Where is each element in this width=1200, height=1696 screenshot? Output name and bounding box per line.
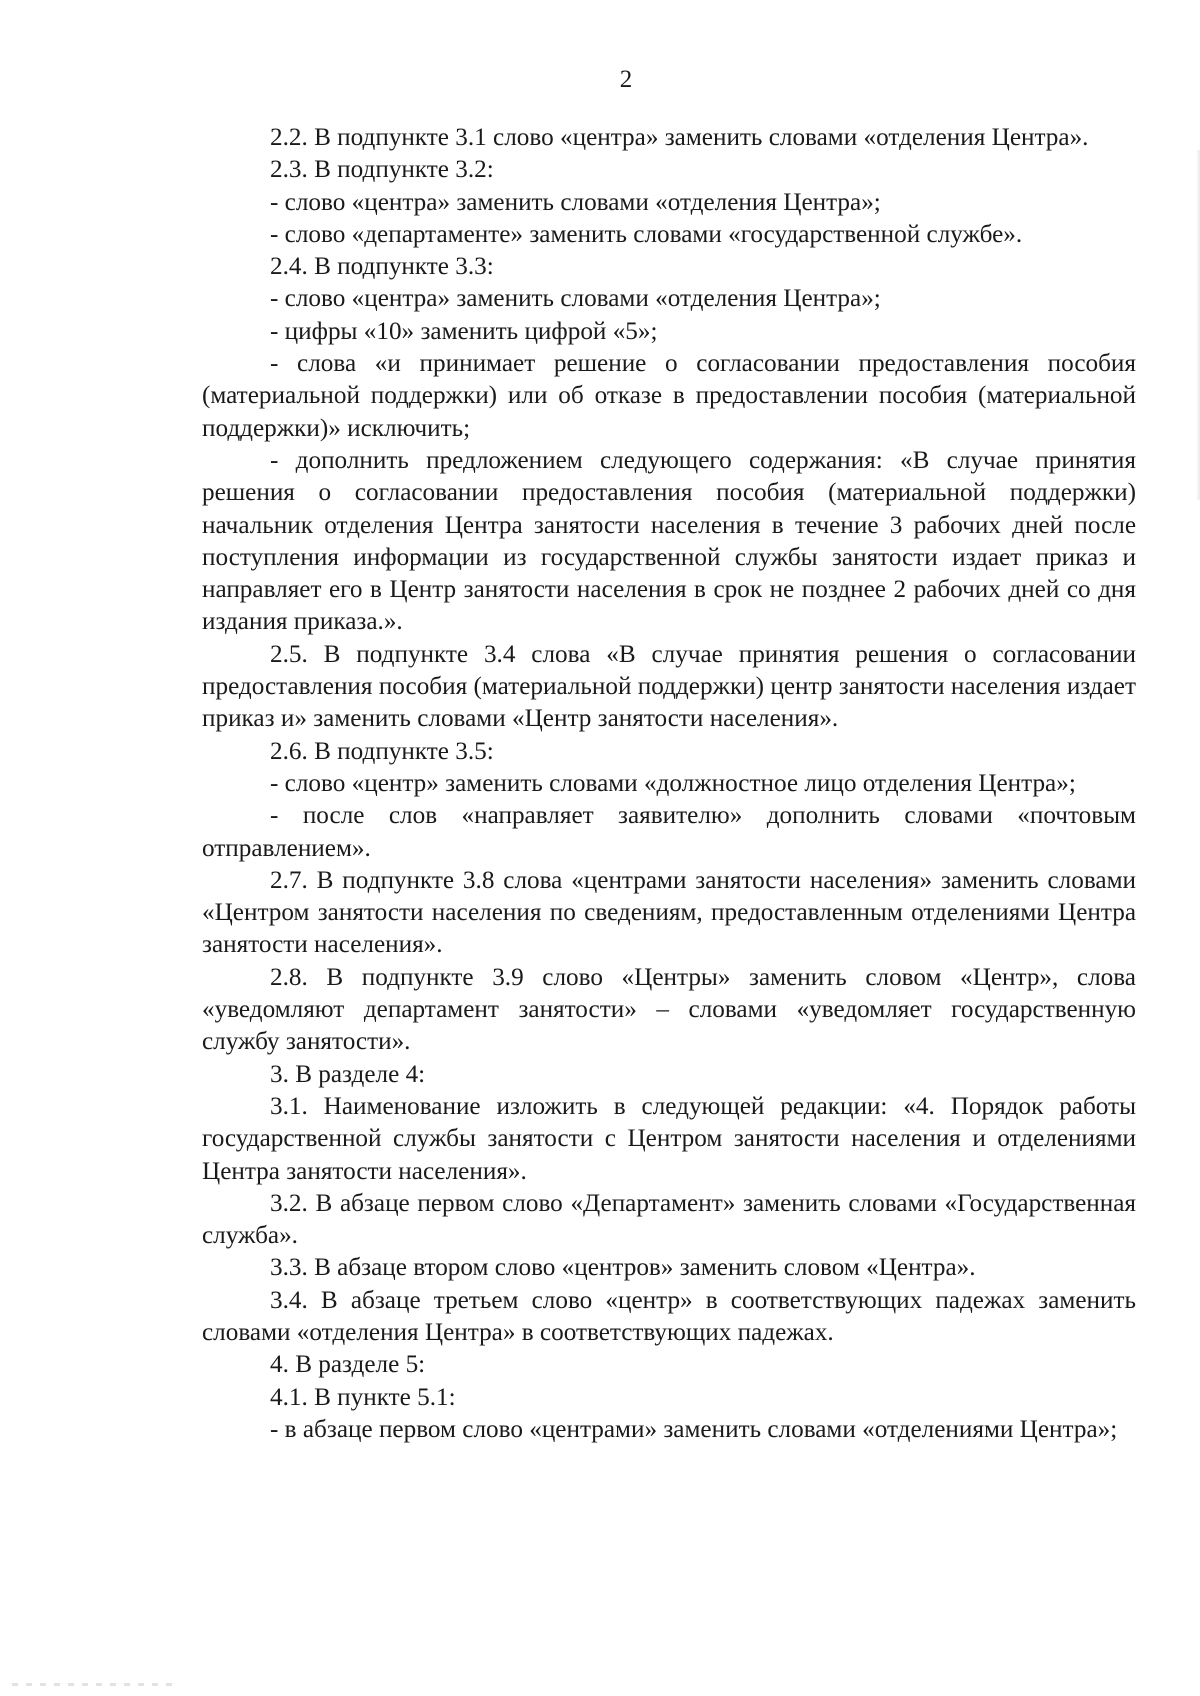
paragraph-3-2: 3.2. В абзаце первом слово «Департамент» заменить словами «Государственная служба». (202, 1189, 1136, 1250)
paragraph-2-6-item-2: - после слов «направляет заявителю» дополнить словами «почтовым отправлением». (202, 802, 1136, 862)
paragraph-2-4-item-2: - цифры «10» заменить цифрой «5»; (270, 317, 658, 345)
paragraph-2-4: 2.4. В подпункте 3.3: (270, 253, 494, 281)
paragraph-4-1: 4.1. В пункте 5.1: (270, 1383, 456, 1411)
paragraph-3-1: 3.1. Наименование изложить в следующей редакции: «4. Порядок работы государственной службы занятости с Центром занятости населения и отделениями Центра занятости населения». (202, 1092, 1136, 1185)
paragraph-2-3-item-1: - слово «центра» заменить словами «отделения Центра»; (270, 188, 881, 216)
paragraph-2-4-item-4: - дополнить предложением следующего содержания: «В случае принятия решения о согласовании предоставления пособия (материальной поддержки) начальник отделения Центра занятости населения в течение 3 рабочих дней после поступления информации из государственной службы занятости издает приказ и направляет его в Центр занятости населения в срок не позднее 2 рабочих дней со дня издания приказа.». (202, 446, 1136, 636)
scan-artifact (12, 1683, 172, 1686)
paragraph-2-6-item-1: - слово «центр» заменить словами «должностное лицо отделения Центра»; (270, 769, 1076, 797)
paragraph-2-2: 2.2. В подпункте 3.1 слово «центра» заменить словами «отделения Центра». (270, 124, 1089, 151)
paragraph-2-3-item-2: - слово «департаменте» заменить словами «государственной службе». (270, 220, 1023, 248)
paragraph-2-4-item-1: - слово «центра» заменить словами «отделения Центра»; (270, 285, 881, 313)
paragraph-3: 3. В разделе 4: (270, 1060, 426, 1088)
paragraph-4-1-item-1: - в абзаце первом слово «центрами» заменить словами «отделениями Центра»; (270, 1415, 1118, 1443)
paragraph-2-3: 2.3. В подпункте 3.2: (270, 156, 494, 184)
paragraph-2-4-item-3: - слова «и принимает решение о согласовании предоставления пособия (материальной поддержки) или об отказе в предоставлении пособия (материальной поддержки)» исключить; (202, 350, 1136, 442)
paragraph-3-4: 3.4. В абзаце третьем слово «центр» в соответствующих падежах заменить словами «отделения Центра» в соответствующих падежах. (202, 1286, 1136, 1346)
page-number: 2 (619, 66, 633, 93)
paragraph-2-7: 2.7. В подпункте 3.8 слова «центрами занятости населения» заменить словами «Центром занятости населения по сведениям, предоставленным отделениями Центра занятости населения». (202, 866, 1136, 959)
paragraph-3-3: 3.3. В абзаце втором слово «центров» заменить словом «Центра». (270, 1254, 976, 1282)
document-body (202, 122, 1136, 1446)
paragraph-2-8: 2.8. В подпункте 3.9 слово «Центры» заменить словом «Центр», слова «уведомляют департамент занятости» – словами «уведомляет государственную службу занятости». (202, 963, 1136, 1056)
scan-edge-shadow (1196, 150, 1200, 500)
paragraph-2-6: 2.6. В подпункте 3.5: (270, 737, 494, 765)
paragraph-4: 4. В разделе 5: (270, 1351, 426, 1379)
paragraph-2-5: 2.5. В подпункте 3.4 слова «В случае принятия решения о согласовании предоставления пособия (материальной поддержки) центр занятости населения издает приказ и» заменить словами «Центр занятости населения». (202, 640, 1136, 733)
